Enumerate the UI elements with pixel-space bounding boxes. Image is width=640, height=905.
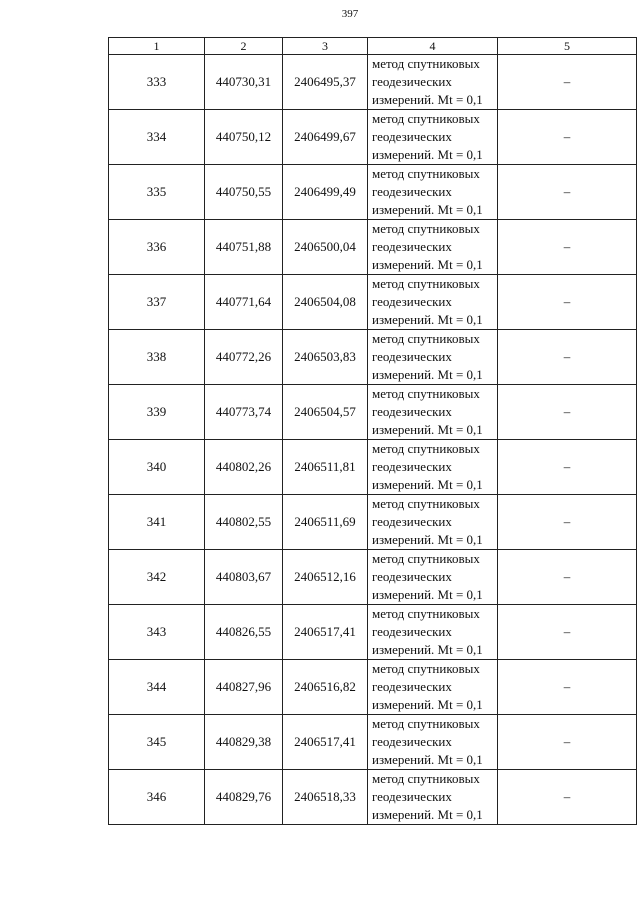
method-text-line2: геодезических (372, 459, 452, 474)
point-number-cell: 339 (109, 385, 205, 440)
method-text-line3: измерений. Mt = 0,1 (372, 257, 483, 272)
y-coordinate-cell: 2406518,33 (283, 770, 368, 825)
x-coordinate-cell: 440802,55 (205, 495, 283, 550)
method-text-line2: геодезических (372, 404, 452, 419)
method-text-line2: геодезических (372, 129, 452, 144)
x-coordinate-cell: 440750,55 (205, 165, 283, 220)
method-text-line1: метод спутниковых (372, 716, 480, 731)
table-row (109, 330, 637, 385)
method-text-line3: измерений. Mt = 0,1 (372, 147, 483, 162)
method-text-line1: метод спутниковых (372, 386, 480, 401)
table-row (109, 55, 637, 110)
note-cell: – (498, 330, 637, 385)
note-cell: – (498, 605, 637, 660)
column-header-1: 1 (109, 38, 205, 55)
method-cell (368, 770, 498, 825)
method-text-line2: геодезических (372, 514, 452, 529)
page-number: 397 (341, 8, 359, 20)
table-row (109, 550, 637, 605)
method-text-line2: геодезических (372, 184, 452, 199)
y-coordinate-cell: 2406504,08 (283, 275, 368, 330)
method-text-line3: измерений. Mt = 0,1 (372, 202, 483, 217)
method-text-line3: измерений. Mt = 0,1 (372, 367, 483, 382)
x-coordinate-cell: 440829,38 (205, 715, 283, 770)
x-coordinate-cell: 440771,64 (205, 275, 283, 330)
point-number-cell: 340 (109, 440, 205, 495)
coordinates-table (108, 37, 637, 825)
method-text-line1: метод спутниковых (372, 331, 480, 346)
x-coordinate-cell: 440826,55 (205, 605, 283, 660)
method-text-line2: геодезических (372, 624, 452, 639)
table-row (109, 715, 637, 770)
method-text-line2: геодезических (372, 569, 452, 584)
method-text-line2: геодезических (372, 734, 452, 749)
method-text-line1: метод спутниковых (372, 276, 480, 291)
table-row (109, 495, 637, 550)
method-text-line3: измерений. Mt = 0,1 (372, 532, 483, 547)
method-text-line2: геодезических (372, 789, 452, 804)
table-body (109, 55, 637, 825)
method-cell (368, 440, 498, 495)
method-text-line1: метод спутниковых (372, 111, 480, 126)
note-cell: – (498, 110, 637, 165)
y-coordinate-cell: 2406512,16 (283, 550, 368, 605)
note-cell: – (498, 275, 637, 330)
column-header-5: 5 (498, 38, 637, 55)
note-cell: – (498, 440, 637, 495)
method-text-line2: геодезических (372, 679, 452, 694)
method-text-line2: геодезических (372, 349, 452, 364)
method-cell (368, 275, 498, 330)
method-text-line3: измерений. Mt = 0,1 (372, 477, 483, 492)
method-cell (368, 220, 498, 275)
point-number-cell: 334 (109, 110, 205, 165)
method-text-line1: метод спутниковых (372, 661, 480, 676)
method-text-line1: метод спутниковых (372, 166, 480, 181)
method-text-line1: метод спутниковых (372, 56, 480, 71)
method-text-line2: геодезических (372, 239, 452, 254)
table-row (109, 770, 637, 825)
y-coordinate-cell: 2406503,83 (283, 330, 368, 385)
method-text-line3: измерений. Mt = 0,1 (372, 587, 483, 602)
point-number-cell: 344 (109, 660, 205, 715)
table-row (109, 440, 637, 495)
method-text-line3: измерений. Mt = 0,1 (372, 752, 483, 767)
point-number-cell: 335 (109, 165, 205, 220)
column-header-2: 2 (205, 38, 283, 55)
x-coordinate-cell: 440773,74 (205, 385, 283, 440)
table-row (109, 220, 637, 275)
method-text-line2: геодезических (372, 74, 452, 89)
note-cell: – (498, 220, 637, 275)
point-number-cell: 336 (109, 220, 205, 275)
method-cell (368, 330, 498, 385)
method-cell (368, 55, 498, 110)
column-header-3: 3 (283, 38, 368, 55)
y-coordinate-cell: 2406517,41 (283, 605, 368, 660)
table-row (109, 660, 637, 715)
note-cell: – (498, 715, 637, 770)
y-coordinate-cell: 2406511,81 (283, 440, 368, 495)
column-header-4: 4 (368, 38, 498, 55)
method-cell (368, 660, 498, 715)
table-row (109, 385, 637, 440)
y-coordinate-cell: 2406500,04 (283, 220, 368, 275)
method-cell (368, 605, 498, 660)
x-coordinate-cell: 440829,76 (205, 770, 283, 825)
y-coordinate-cell: 2406504,57 (283, 385, 368, 440)
method-text-line3: измерений. Mt = 0,1 (372, 422, 483, 437)
point-number-cell: 345 (109, 715, 205, 770)
point-number-cell: 342 (109, 550, 205, 605)
method-text-line2: геодезических (372, 294, 452, 309)
method-cell (368, 165, 498, 220)
x-coordinate-cell: 440827,96 (205, 660, 283, 715)
method-cell (368, 495, 498, 550)
point-number-cell: 341 (109, 495, 205, 550)
x-coordinate-cell: 440803,67 (205, 550, 283, 605)
table-row (109, 605, 637, 660)
method-text-line1: метод спутниковых (372, 551, 480, 566)
y-coordinate-cell: 2406495,37 (283, 55, 368, 110)
method-text-line3: измерений. Mt = 0,1 (372, 92, 483, 107)
point-number-cell: 337 (109, 275, 205, 330)
method-text-line1: метод спутниковых (372, 441, 480, 456)
method-text-line1: метод спутниковых (372, 771, 480, 786)
table-row (109, 165, 637, 220)
x-coordinate-cell: 440750,12 (205, 110, 283, 165)
method-text-line3: измерений. Mt = 0,1 (372, 697, 483, 712)
point-number-cell: 333 (109, 55, 205, 110)
note-cell: – (498, 550, 637, 605)
y-coordinate-cell: 2406511,69 (283, 495, 368, 550)
point-number-cell: 346 (109, 770, 205, 825)
method-cell (368, 550, 498, 605)
method-text-line1: метод спутниковых (372, 496, 480, 511)
x-coordinate-cell: 440772,26 (205, 330, 283, 385)
method-text-line3: измерений. Mt = 0,1 (372, 642, 483, 657)
table-row (109, 275, 637, 330)
point-number-cell: 343 (109, 605, 205, 660)
note-cell: – (498, 165, 637, 220)
method-text-line3: измерений. Mt = 0,1 (372, 807, 483, 822)
note-cell: – (498, 770, 637, 825)
method-text-line1: метод спутниковых (372, 606, 480, 621)
y-coordinate-cell: 2406499,67 (283, 110, 368, 165)
method-cell (368, 385, 498, 440)
method-text-line1: метод спутниковых (372, 221, 480, 236)
method-cell (368, 715, 498, 770)
method-cell (368, 110, 498, 165)
method-text-line3: измерений. Mt = 0,1 (372, 312, 483, 327)
y-coordinate-cell: 2406499,49 (283, 165, 368, 220)
y-coordinate-cell: 2406517,41 (283, 715, 368, 770)
table-header-row (109, 38, 637, 55)
x-coordinate-cell: 440802,26 (205, 440, 283, 495)
point-number-cell: 338 (109, 330, 205, 385)
note-cell: – (498, 55, 637, 110)
note-cell: – (498, 495, 637, 550)
x-coordinate-cell: 440730,31 (205, 55, 283, 110)
table-row (109, 110, 637, 165)
note-cell: – (498, 385, 637, 440)
y-coordinate-cell: 2406516,82 (283, 660, 368, 715)
note-cell: – (498, 660, 637, 715)
x-coordinate-cell: 440751,88 (205, 220, 283, 275)
